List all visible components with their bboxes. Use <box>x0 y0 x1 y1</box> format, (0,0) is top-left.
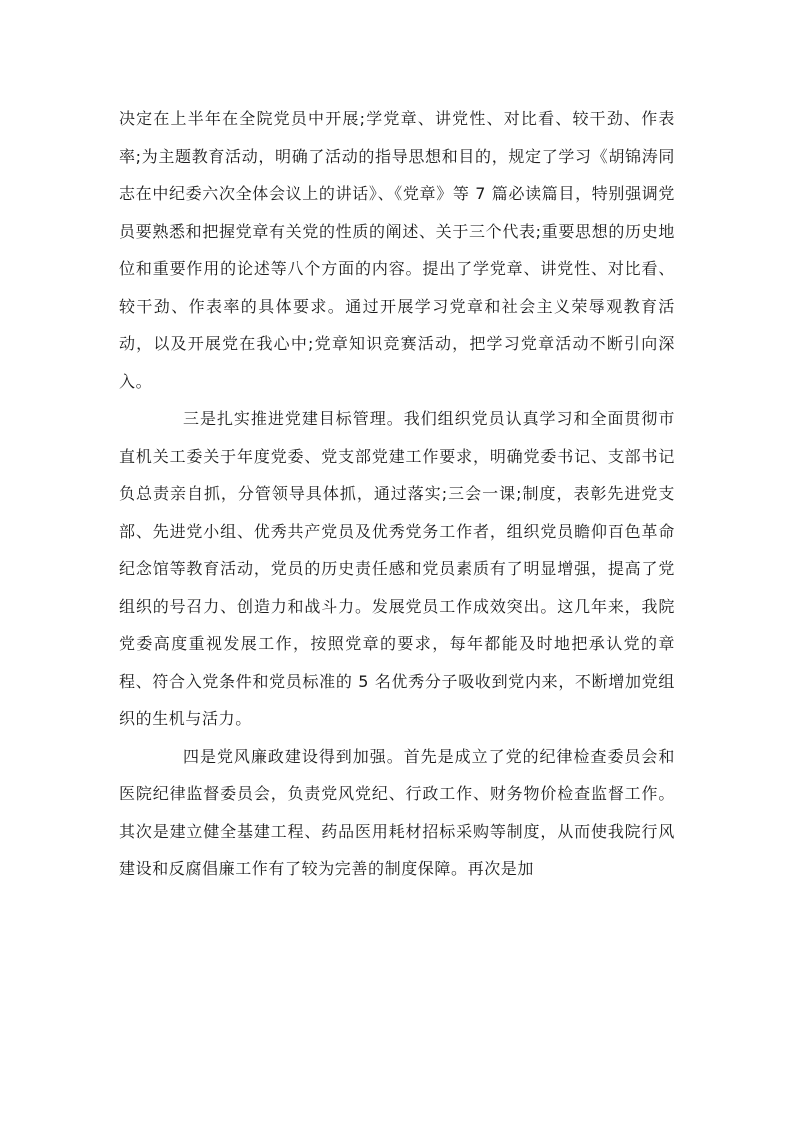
paragraph-clean-governance: 四是党风廉政建设得到加强。首先是成立了党的纪律检查委员会和医院纪律监督委员会，负责党风党纪、行政工作、财务物价检查监督工作。其次是建立健全基建工程、药品医用耗材招标采购等制度，从而使我院行风建设和反腐倡廉工作有了较为完善的制度保障。再次是加 <box>119 746 675 878</box>
paragraph-continuation: 决定在上半年在全院党员中开展;学党章、讲党性、对比看、较干劲、作表率;为主题教育活动，明确了活动的指导思想和目的，规定了学习《胡锦涛同志在中纪委六次全体会议上的讲话》、《党章》等 7 篇必读篇目，特别强调党员要熟悉和把握党章有关党的性质的阐述、关于三个代表;重要思想的历史地位和重要作用的论述等八个方面的内容。提出了学党章、讲党性、对比看、较干劲、作表率的具体要求。通过开展学习党章和社会主义荣辱观教育活动，以及开展党在我心中;党章知识竞赛活动，把学习党章活动不断引向深入。 <box>119 109 675 391</box>
document-body <box>119 100 675 888</box>
paragraph-party-building-management: 三是扎实推进党建目标管理。我们组织党员认真学习和全面贯彻市直机关工委关于年度党委、党支部党建工作要求，明确党委书记、支部书记负总责亲自抓，分管领导具体抓，通过落实;三会一课;制度，表彰先进党支部、先进党小组、优秀共产党员及优秀党务工作者，组织党员瞻仰百色革命纪念馆等教育活动，党员的历史责任感和党员素质有了明显增强，提高了党组织的号召力、创造力和战斗力。发展党员工作成效突出。这几年来，我院党委高度重视发展工作，按照党章的要求，每年都能及时地把承认党的章程、符合入党条件和党员标准的 5 名优秀分子吸收到党内来，不断增加党组织的生机与活力。 <box>119 409 675 728</box>
